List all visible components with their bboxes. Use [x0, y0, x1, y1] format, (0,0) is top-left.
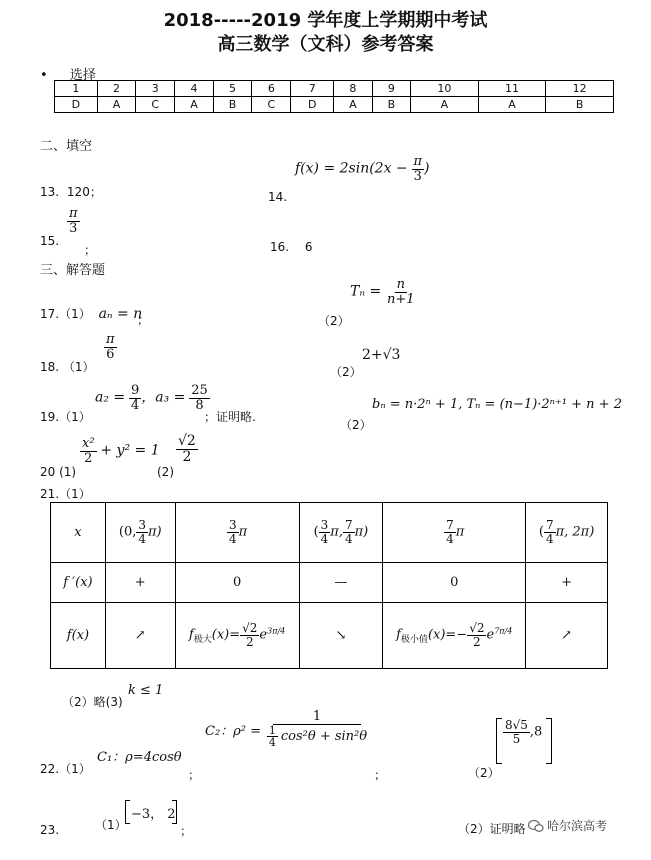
- q22-sep2: ；: [374, 768, 387, 782]
- answer-table-q-1: 1: [55, 81, 98, 97]
- q22-c2: [205, 710, 369, 749]
- q21-sign-1: +: [105, 563, 175, 603]
- q20-x-den: 2: [84, 450, 93, 466]
- q20-part1-formula: [80, 437, 160, 465]
- q23-part2: （2）证明略: [458, 822, 526, 836]
- q23-answer: −3， 2: [131, 807, 176, 822]
- q13: [40, 183, 102, 200]
- q21-x-c1-num: 3: [138, 518, 146, 533]
- answer-table-q-9: 9: [372, 81, 411, 97]
- q23-bracket-right: [172, 800, 177, 824]
- q15-number: 15.: [40, 234, 60, 248]
- q21-max-e: e: [259, 628, 268, 643]
- q21-min-e: e: [486, 628, 495, 643]
- q21-x-c5-tail: π, 2π): [555, 525, 595, 540]
- q17-number: 17.（1）: [40, 307, 91, 321]
- q16-number: 16.: [270, 240, 290, 254]
- q21-x-c3-n2: 7: [344, 518, 353, 533]
- q21-min-eq: (x)=−: [427, 628, 468, 643]
- q19-a3-den: 8: [195, 397, 204, 413]
- q22-c2-den-num: 1: [268, 723, 276, 737]
- q16: [270, 240, 313, 254]
- q21-max-value: [175, 603, 299, 669]
- answer-table-q-6: 6: [252, 81, 291, 97]
- q21-x-c4-tail: π: [455, 525, 465, 540]
- q21-max-exp: 3π/4: [267, 626, 286, 636]
- q21-arrow-up-2: ↗: [526, 603, 608, 669]
- q21-x-c3-a: (: [313, 525, 319, 540]
- q18-den: 6: [106, 346, 115, 362]
- q19-a2-num: 9: [130, 383, 140, 398]
- answer-table-a-1: D: [55, 97, 98, 113]
- q21-max-f: f: [188, 628, 194, 643]
- q20-x-num: x²: [82, 436, 95, 451]
- q14-close: ): [424, 160, 430, 177]
- q22-ans-num: 8√5: [505, 718, 528, 732]
- answer-table-q-11: 11: [478, 81, 546, 97]
- q21-x-c2: [175, 503, 299, 563]
- q18-num: π: [106, 332, 115, 347]
- q21-max-den: 2: [245, 635, 254, 649]
- q14-lhs: f(x) = 2sin(2x −: [295, 160, 408, 177]
- q22-bracket-right: [546, 718, 552, 764]
- q21-x-c3-d1: 4: [320, 532, 329, 546]
- answer-table-a-10: A: [411, 97, 479, 113]
- q21-x-c4-den: 4: [446, 532, 454, 546]
- q19-answer2: bₙ = n·2ⁿ + 1, Tₙ = (n−1)·2ⁿ⁺¹ + n + 2: [372, 397, 622, 412]
- answer-table-q-2: 2: [97, 81, 135, 97]
- q21-min-value: [383, 603, 526, 669]
- q21-arrow-down: ↘: [299, 603, 383, 669]
- q21-x-c1: [105, 503, 175, 563]
- q14-number: 14.: [268, 190, 288, 204]
- q22-answer: [503, 719, 542, 745]
- answer-table-a-7: D: [291, 97, 334, 113]
- q22-c2-lhs: C₂：ρ² =: [205, 723, 262, 739]
- q21-min-exp: 7π/4: [494, 626, 513, 636]
- q19-number: 19.（1）: [40, 410, 91, 424]
- q21-sign-3: —: [299, 563, 383, 603]
- q16-answer: 6: [304, 240, 313, 254]
- q22-ans-tail: ,8: [529, 724, 543, 740]
- q21-table: [50, 502, 608, 669]
- answer-table-q-7: 7: [291, 81, 334, 97]
- q22-c2-den: [265, 725, 369, 749]
- q23-bracket-left: [125, 800, 130, 824]
- q17-part2-formula: [350, 278, 417, 306]
- q21-sign-5: +: [526, 563, 608, 603]
- q19-part2-label: （2）: [340, 418, 372, 432]
- q21-arrow-up-1: ↗: [105, 603, 175, 669]
- answer-table-q-3: 3: [136, 81, 175, 97]
- q20-part2-label: (2): [157, 465, 174, 479]
- answer-table-answer-row: [55, 97, 614, 113]
- section-fill-heading: 二、填空: [40, 139, 93, 154]
- q20-part2-den: 2: [182, 448, 192, 465]
- answer-table-q-8: 8: [334, 81, 372, 97]
- q21-number: 21.（1）: [40, 487, 91, 501]
- q21-max-eq: (x)=: [211, 628, 241, 643]
- q23-number: 23.: [40, 823, 60, 837]
- q19-tail: ；证明略.: [204, 410, 256, 424]
- q21-row-f: [51, 603, 608, 669]
- q21-x-c4: [383, 503, 526, 563]
- answer-table-a-9: B: [372, 97, 411, 113]
- section-choice-label: 选择: [69, 68, 96, 83]
- answer-table-a-3: C: [136, 97, 175, 113]
- q22-part2-label: （2）: [468, 766, 500, 780]
- q22-sep1: ；: [188, 768, 201, 782]
- q21-x-c2-den: 4: [228, 532, 237, 546]
- q20-x-frac: [80, 437, 97, 465]
- q21-min-sub: 极小值: [400, 635, 428, 646]
- q21-head-x: x: [51, 503, 106, 563]
- q13-sep: ；: [89, 185, 102, 199]
- q22-c2-den-den: 4: [268, 736, 276, 750]
- q17-t-fraction: [385, 278, 417, 306]
- answer-table-q-4: 4: [175, 81, 213, 97]
- q21-x-c3-n1: 3: [320, 518, 329, 533]
- q14-fraction: [412, 155, 425, 183]
- answer-table: [54, 80, 614, 113]
- section-solution-heading: 三、解答题: [40, 263, 106, 278]
- q21-x-c5: [526, 503, 608, 563]
- q22-c2-num: 1: [273, 710, 361, 725]
- q15-sep: ；: [84, 243, 97, 257]
- q20-number: 20 (1): [40, 465, 77, 479]
- q21-head-fprime: f ′(x): [51, 563, 106, 603]
- q17-part1: [40, 305, 142, 322]
- q15-frac-num: π: [69, 206, 78, 221]
- q21-max-sub: 极大: [193, 635, 212, 646]
- answer-table-q-12: 12: [546, 81, 614, 97]
- q21-sign-2: 0: [175, 563, 299, 603]
- q17-sep: ；: [137, 313, 150, 327]
- answer-table-a-2: A: [97, 97, 135, 113]
- answer-table-a-4: A: [175, 97, 213, 113]
- q21-max-num: √2: [242, 621, 258, 636]
- q22-bracket-left: [496, 718, 502, 764]
- q19-a3-num: 25: [191, 383, 208, 398]
- q17-t-num: n: [396, 277, 405, 292]
- q22-ans-frac: [503, 719, 530, 745]
- answer-table-a-11: A: [478, 97, 546, 113]
- answer-table-a-8: A: [334, 97, 372, 113]
- q21-x-c5-a: (: [538, 525, 544, 540]
- q18-part2-label: （2）: [330, 365, 362, 379]
- q21-x-c5-den: 4: [545, 532, 554, 546]
- q15-fraction: [67, 207, 80, 235]
- q21-min-f: f: [396, 628, 401, 643]
- title-line-1: 2018-----2019 学年度上学期期中考试: [163, 10, 488, 31]
- q22-ans-den: 5: [512, 731, 521, 746]
- q15-frac-den: 3: [69, 220, 78, 236]
- answer-table-a-5: B: [213, 97, 252, 113]
- q20-part2-wrap: [176, 434, 198, 464]
- q17-answer1: aₙ = n: [98, 306, 143, 322]
- q21-x-c5-num: 7: [545, 518, 554, 533]
- q21-part2-3: （2）略(3): [62, 695, 123, 709]
- q23-sep: ；: [180, 824, 193, 838]
- q22-number: 22.（1）: [40, 762, 91, 776]
- q21-x-c3-tail: π): [354, 525, 369, 540]
- q19-a2-den: 4: [130, 397, 140, 413]
- q18-fraction-wrap: [104, 333, 117, 361]
- q21-x-c1-tail: π): [148, 525, 162, 540]
- q20-part2-num: √2: [178, 433, 196, 449]
- q13-number: 13.: [40, 185, 60, 199]
- q18-number: 18. （1）: [40, 360, 95, 374]
- watermark-text: 哈尔滨高考: [547, 819, 608, 833]
- q21-x-c2-tail: π: [238, 525, 248, 540]
- wechat-icon: [528, 819, 544, 833]
- q18-answer2: 2+√3: [362, 347, 401, 363]
- answer-table-q-5: 5: [213, 81, 252, 97]
- answer-table-question-row: [55, 81, 614, 97]
- q19-a2-frac: [129, 384, 141, 412]
- q14-frac-num: π: [413, 154, 423, 169]
- q19-part1-formula: [95, 384, 210, 412]
- q20-part2-frac: [176, 434, 198, 464]
- q22-c1: C₁：ρ=4cosθ: [97, 750, 182, 765]
- q21-sign-4: 0: [383, 563, 526, 603]
- q19-a2: a₂ =: [95, 389, 126, 406]
- q21-min-num: √2: [469, 621, 485, 636]
- answer-table-a-6: C: [252, 97, 291, 113]
- answer-table-q-10: 10: [411, 81, 479, 97]
- q17-t-lhs: Tₙ =: [350, 283, 382, 300]
- q21-min-den: 2: [473, 635, 481, 649]
- bullet: •: [40, 68, 48, 83]
- q21-x-c3: [299, 503, 383, 563]
- q17-t-den: n+1: [387, 291, 415, 307]
- q21-head-f: f(x): [51, 603, 106, 669]
- q19-a3: ，a₃ =: [141, 389, 186, 406]
- q21-x-c2-num: 3: [228, 518, 237, 533]
- q21-row-fprime: [51, 563, 608, 603]
- q21-x-c3-d2: 4: [344, 532, 353, 546]
- q21-x-c4-num: 7: [446, 518, 454, 533]
- watermark: [528, 817, 607, 834]
- q21-x-c1-den: 4: [138, 532, 146, 546]
- q21-k-answer: k ≤ 1: [128, 683, 164, 698]
- q23-part1-label: （1）: [95, 818, 127, 832]
- q21-x-c3-mid: π,: [330, 525, 343, 540]
- q14-formula: [295, 155, 430, 183]
- answer-table-a-12: B: [546, 97, 614, 113]
- q18-fraction: [104, 333, 117, 361]
- q13-answer: 120: [66, 185, 90, 199]
- q22-c2-frac: [265, 710, 369, 749]
- q14-frac-den: 3: [413, 168, 422, 184]
- q21-x-c1-a: (0,: [118, 525, 137, 540]
- q17-part2-label: （2）: [318, 314, 350, 328]
- title-line-2: 高三数学（文科）参考答案: [217, 34, 434, 55]
- q22-c2-den-rest: cos²θ + sin²θ: [280, 728, 368, 744]
- q21-row-x: [51, 503, 608, 563]
- q20-rest: + y² = 1: [100, 442, 160, 459]
